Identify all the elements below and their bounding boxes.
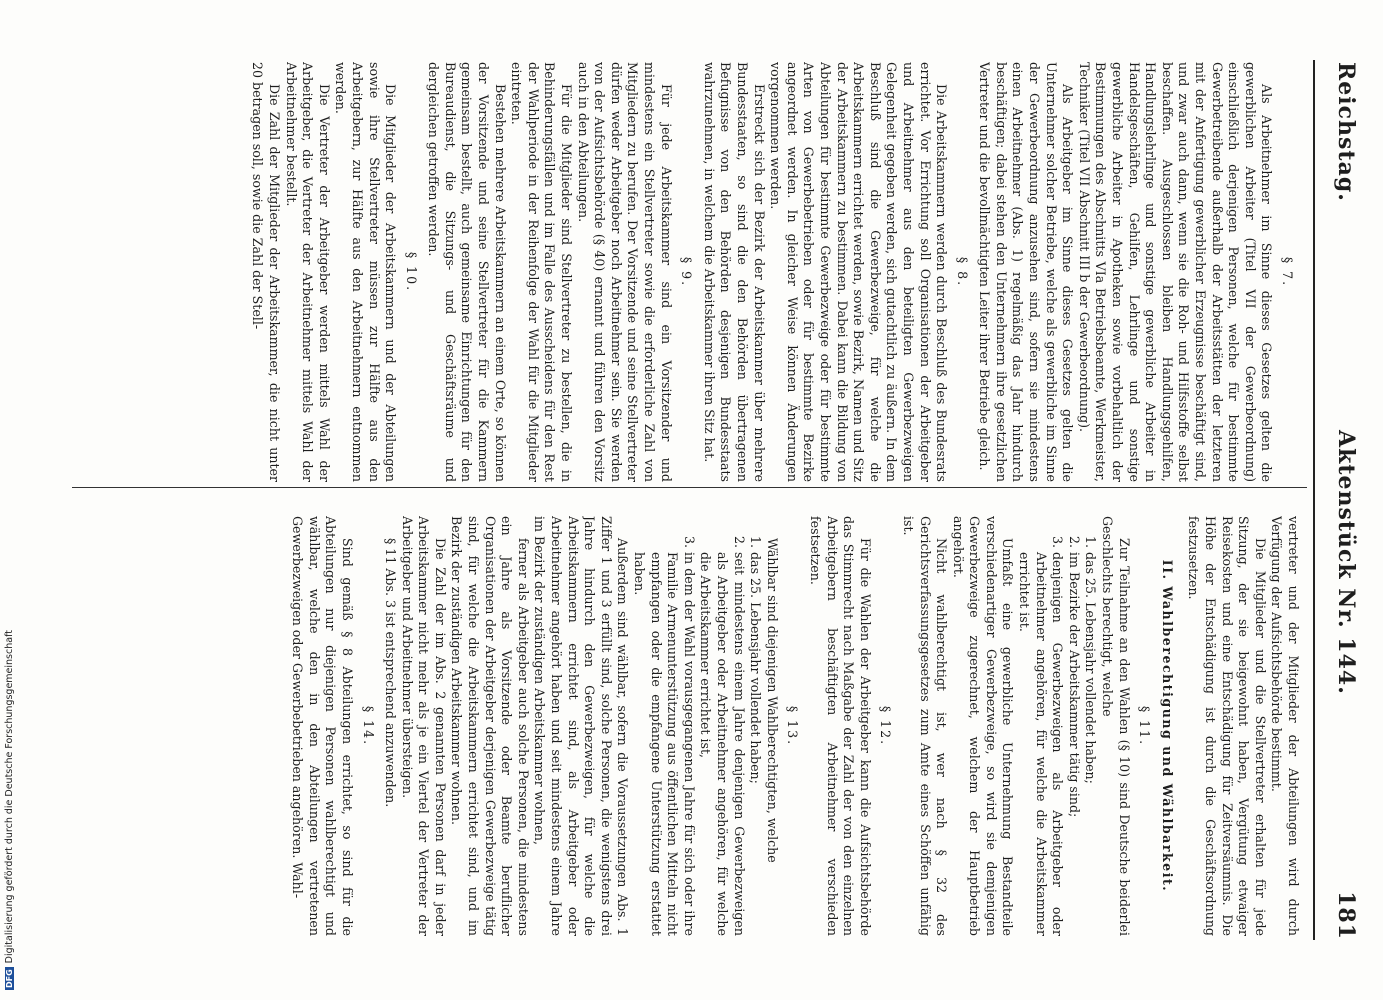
column-divider [72,487,1307,488]
section-heading: § 14. [360,705,376,747]
section-heading: § 9. [679,256,695,288]
paragraph: Die Vertreter der Arbeitgeber werden mittels Wahl der Arbeitgeber, die Vertreter der Arbeitnehmer mittels Wahl der Arbeitnehmer bestellt. [283,62,332,482]
paragraph: Nicht wahlberechtigt ist, wer nach § 32 des Gerichtsverfassungsgesetzes zum Amte eines Schöffen unfähig ist. [900,516,950,936]
paragraph: Als Arbeitnehmer im Sinne dieses Gesetzes gelten die gewerblichen Arbeiter (Titel VII der Gewerbeordnung) einschließlich derjenigen Personen, welche für bestimmte Gewerbetreibende außerhalb der Arbeitsstätten der letzteren mit der Anfertigung gewerblicher Erzeugnisse beschäftigt sind, und zwar auch dann, wenn sie die Roh- und Hilfsstoffe selbst beschaffen. Ausgeschlossen bleiben Handlungsgehilfen, Handlungslehrlinge und sonstige gewerbliche Arbeiter in Handelsgeschäften, Gehilfen, Lehrlinge und sonstige gewerbliche Arbeiter in Apotheken sowie vorbehaltlich der Bestimmungen des Abschnitts VIa Betriebsbeamte, Werkmeister, Techniker (Titel VII Abschnitt III b der Gewerbeordnung). [1076,62,1275,482]
section-heading: § 8. [954,256,970,288]
paragraph: vertreter und der Mitglieder der Abteilungen wird durch Verfügung der Aufsichtsbehörde bestimmt. [1269,516,1301,936]
paragraph: Die Zahl der Mitglieder der Arbeitskammer, die nicht unter 20 betragen soll, sowie die Zahl der Stell- [250,62,282,482]
footer-note [2,0,18,1000]
paragraph: Wählbar sind diejenigen Wahlberechtigten, welche [764,538,780,863]
numbered-list [1016,516,1099,936]
header-rule [1313,60,1315,940]
chapter-title: II. Wahlberechtigung und Wählbarkeit. [1159,559,1175,893]
paragraph: Die Arbeitskammern werden durch Beschluß des Bundesrats errichtet. Vor Errichtung soll Organisationen der Arbeitgeber und Arbeitnehmer aus den beteiligten Gewerbezweigen Gelegenheit gegeben werden, sich gutachtlich zu äußern. In dem Beschluß sind die Gewerbezweige, für welche die Arbeitskammern errichtet werden, sowie Bezirk, Namen und Sitz der Arbeitskammern zu bestimmen. Dabei kann die Bildung von Abteilungen für bestimmte Gewerbezweige oder für bestimmte Arten von Gewerbebetrieben oder für bestimmte Bezirke angeordnet werden. In gleicher Weise können Änderungen vorgenommen werden. [768,62,950,482]
list-item: 1. das 25. Lebensjahr vollendet haben; [1082,552,1099,936]
list-item: 2. im Bezirke der Arbeitskammer tätig sind; [1065,552,1082,936]
numbered-list [630,516,763,936]
paragraph: Erstreckt sich der Bezirk der Arbeitskammer über mehrere Bundesstaaten, so sind die den Behörden übertragenen Befugnisse von den Behörden desjenigen Bundesstaats wahrzunehmen, in welchem die Arbeitskammer ihren Sitz hat. [701,62,767,482]
section-heading: § 7. [1280,256,1295,288]
page-number: 181 [1333,891,1359,940]
paragraph: Die Mitglieder der Arbeitskammern und der Abteilungen sowie ihre Stellvertreter müssen zur Hälfte aus den Arbeitgebern, zur Hälfte aus den Arbeitnehmern entnommen werden. [333,62,399,482]
paragraph: Umfaßt eine gewerbliche Unternehmung Bestandteile verschiedenartiger Gewerbezweige, so wird sie demjenigen Gewerbezweige zugerechnet, welchem der Hauptbetrieb angehört. [950,516,1016,936]
paragraph: Bestehen mehrere Arbeitskammern an einem Orte, so können der Vorsitzende und seine Stellvertreter für die Kammern gemeinsam bestellt, auch gemeinsame Einrichtungen für den Bureaudienst, die Sitzungs- und Geschäftsräume und dergleichen getroffen werden. [426,62,508,482]
list-item: 3. in dem der Wahl vorausgegangenen Jahre für sich oder ihre Familie Armenunterstützung aus öffentlichen Mitteln nicht empfangen oder die empfangene Unterstützung erstattet haben. [630,552,696,936]
section-heading: § 12. [878,705,894,747]
list-item: 3. denjenigen Gewerbezweigen als Arbeitgeber oder Arbeitnehmer angehören, für welche die Arbeitskammer errichtet ist. [1016,552,1066,936]
paragraph: Für die Mitglieder sind Stellvertreter zu bestellen, die in Behinderungsfällen und im Falle des Ausscheidens für den Rest der Wahlperiode in der Reihenfolge der Wahl für die Mitglieder eintreten. [509,62,575,482]
paragraph: Für die Wahlen der Arbeitgeber kann die Aufsichtsbehörde das Stimmrecht nach Maßgabe der Zahl der von den einzelnen Arbeitgebern beschäftigten Arbeitnehmer verschieden festsetzen. [807,516,873,936]
section-heading: § 11. [1137,705,1153,747]
paragraph: § 11 Abs. 3 ist entsprechend anzuwenden. [383,538,399,808]
paragraph: Die Zahl der im Abs. 2 genannten Personen darf in jeder Arbeitskammer nicht mehr als je ein Viertel der Vertreter der Arbeitgeber und Arbeitnehmer übersteigen. [399,516,448,936]
paragraph: Zur Teilnahme an den Wahlen (§ 10) sind Deutsche beiderlei Geschlechts berechtigt, welche [1100,516,1132,936]
list-item: 1. das 25. Lebensjahr vollendet haben; [747,552,764,936]
paragraph: Sind gemäß § 8 Abteilungen errichtet, so sind für die Abteilungen nur diejenigen Personen wahlberechtigt und wählbar, welche den in den Abteilungen vertretenen Gewerbezweigen oder Gewerbebetrieben angehören. Wahl- [290,516,355,936]
left-column [76,62,1301,482]
section-heading: § 13. [785,705,801,747]
header-title: Aktenstück Nr. 144. [1333,430,1359,695]
dfg-logo: DFG [5,969,14,988]
paragraph: ferner als Arbeitgeber auch solche Personen, die mindestens ein Jahre als Vorsitzende oder Beamte beruflicher Organisationen der Arbeitgeber derjenigen Gewerbezweige tätig sind, für welche die Arbeitskammern errichtet sind, und im Bezirk der zuständigen Arbeitskammer wohnen. [449,516,531,936]
header-left: Reichstag. [1333,62,1359,202]
section-heading: § 10. [403,251,419,293]
right-column [76,516,1301,936]
paragraph: Für jede Arbeitskammer sind ein Vorsitzender und mindestens ein Stellvertreter sowie die erforderliche Zahl von Mitgliedern zu berufen. Der Vorsitzende und seine Stellvertreter dürfen weder Arbeitgeber noch Arbeitnehmer sein. Sie werden von der Aufsichtsbehörde (§ 40) ernannt und führen den Vorsitz auch in den Abteilungen. [575,62,674,482]
footer-text: Digitalisierung gefördert durch die Deutsche Forschungsgemeinschaft [4,630,15,964]
paragraph: Als Arbeitgeber im Sinne dieses Gesetzes gelten die Unternehmer solcher Betriebe, welche als gewerbliche im Sinne der Gewerbeordnung anzusehen sind, sofern sie mindestens einen Arbeitnehmer (Abs. 1) regelmäßig das Jahr hindurch beschäftigen; dabei stehen den Unternehmern ihre gesetzlichen Vertreter und die bevollmächtigten Leiter ihrer Betriebe gleich. [977,62,1076,482]
paragraph: Außerdem sind wählbar, sofern die Voraussetzungen Abs. 1 Ziffer 1 und 3 erfüllt sind, solche Personen, die wenigstens drei Jahre hindurch den Gewerbezweigen, für welche die Arbeitskammern errichtet sind, als Arbeitgeber oder Arbeitnehmer angehört haben und seit mindestens einem Jahre im Bezirk der zuständigen Arbeitskammer wohnen, [532,516,631,936]
list-item: 2. seit mindestens einem Jahre denjenigen Gewerbezweigen als Arbeitgeber oder Arbeitnehmer angehören, für welche die Arbeitskammer errichtet ist, [697,552,747,936]
paragraph: Die Mitglieder und die Stellvertreter erhalten für jede Sitzung, der sie beigewohnt haben, Vergütung etwaiger Reisekosten und eine Entschädigung für Zeitversäumnis. Die Höhe der Entschädigung ist durch die Geschäftsordnung festzusetzen. [1186,516,1268,936]
